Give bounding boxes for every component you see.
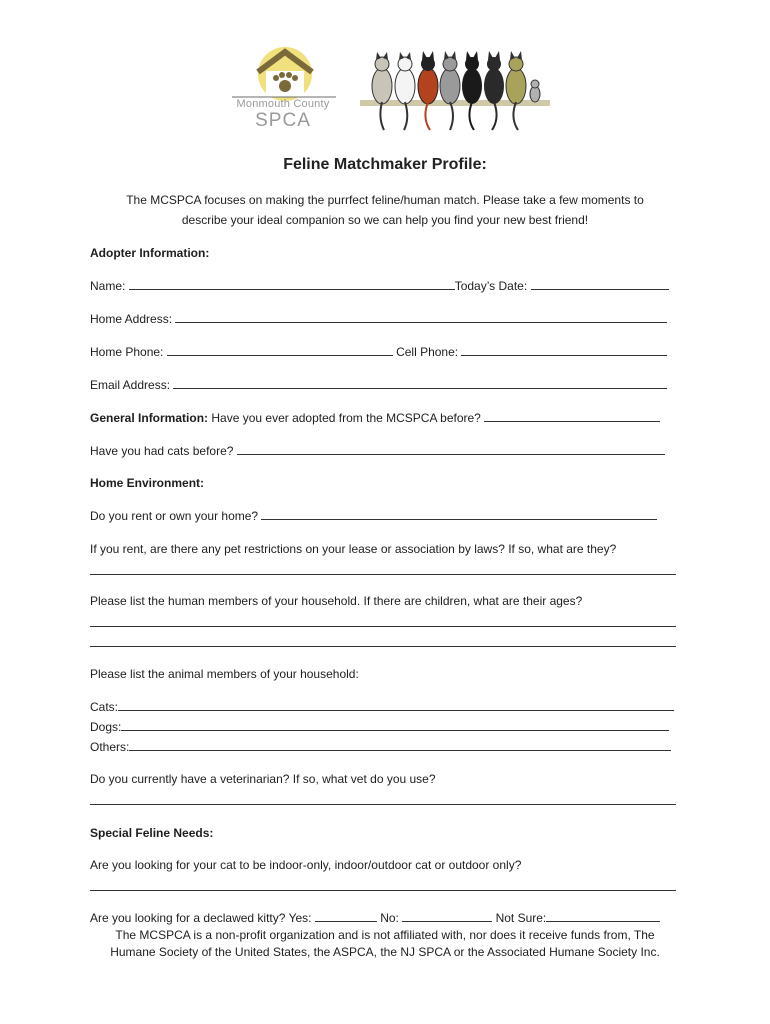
home-phone-label: Home Phone: bbox=[90, 345, 164, 359]
home-environment-heading: Home Environment: bbox=[90, 476, 205, 490]
dogs-row bbox=[90, 720, 669, 734]
pet-restrictions-question: If you rent, are there any pet restrictions on your lease or association by laws? If so, what are they? bbox=[90, 542, 617, 556]
general-heading: General Information: bbox=[90, 411, 209, 425]
home-phone-field[interactable] bbox=[167, 345, 393, 356]
declawed-not-sure-field[interactable] bbox=[546, 911, 660, 922]
declawed-row bbox=[90, 911, 660, 925]
veterinarian-field[interactable] bbox=[90, 804, 676, 805]
human-members-field-2[interactable] bbox=[90, 646, 676, 647]
phone-row bbox=[90, 345, 667, 359]
kitten-icon bbox=[530, 80, 540, 102]
cats-before-question: Have you had cats before? bbox=[90, 444, 234, 458]
todays-date-label: Today’s Date: bbox=[454, 279, 528, 293]
cats-row bbox=[90, 700, 674, 714]
todays-date-field[interactable] bbox=[531, 279, 669, 290]
cat-icon bbox=[372, 52, 392, 130]
home-address-label: Home Address: bbox=[90, 312, 173, 326]
cats-label: Cats: bbox=[90, 700, 119, 714]
others-field[interactable] bbox=[129, 740, 671, 751]
declawed-no-field[interactable] bbox=[402, 911, 492, 922]
rent-own-field[interactable] bbox=[261, 509, 657, 520]
home-address-row bbox=[90, 312, 667, 326]
logo-text-county: Monmouth County bbox=[236, 98, 330, 110]
intro-line-1: The MCSPCA focuses on making the purrfect feline/human match. Please take a few moments to bbox=[126, 193, 644, 207]
declawed-no-label: No: bbox=[380, 911, 399, 925]
email-row bbox=[90, 378, 667, 392]
animal-members-question: Please list the animal members of your household: bbox=[90, 667, 359, 681]
indoor-outdoor-question: Are you looking for your cat to be indoor-only, indoor/outdoor cat or outdoor only? bbox=[90, 858, 522, 872]
pet-restrictions-field[interactable] bbox=[90, 574, 676, 575]
cat-icon bbox=[395, 52, 415, 130]
cat-icon bbox=[484, 51, 504, 130]
email-label: Email Address: bbox=[90, 378, 171, 392]
cats-field[interactable] bbox=[118, 700, 674, 711]
intro-line-2: describe your ideal companion so we can help you find your new best friend! bbox=[181, 213, 589, 227]
cats-before-field[interactable] bbox=[237, 444, 665, 455]
cell-phone-field[interactable] bbox=[461, 345, 667, 356]
mcspca-logo bbox=[228, 46, 338, 136]
others-label: Others: bbox=[90, 740, 130, 754]
veterinarian-question: Do you currently have a veterinarian? If so, what vet do you use? bbox=[90, 772, 436, 786]
general-row bbox=[90, 411, 660, 425]
declawed-question: Are you looking for a declawed kitty? bbox=[90, 911, 286, 925]
form-title: Feline Matchmaker Profile: bbox=[283, 156, 487, 173]
cat-icon bbox=[506, 51, 526, 130]
declawed-yes-label: Yes: bbox=[288, 911, 312, 925]
declawed-not-sure-label: Not Sure: bbox=[495, 911, 547, 925]
cats-before-row bbox=[90, 444, 665, 458]
adopted-before-field[interactable] bbox=[484, 411, 660, 422]
logo-text-spca: SPCA bbox=[255, 110, 311, 131]
name-label: Name: bbox=[90, 279, 126, 293]
rent-own-row bbox=[90, 509, 657, 523]
name-row bbox=[90, 279, 669, 293]
rent-own-question: Do you rent or own your home? bbox=[90, 509, 259, 523]
disclaimer-line-1: The MCSPCA is a non-profit organization and is not affiliated with, nor does it receive funds from, The bbox=[115, 928, 655, 942]
human-members-field-1[interactable] bbox=[90, 626, 676, 627]
name-field[interactable] bbox=[129, 279, 455, 290]
disclaimer-line-2: Humane Society of the United States, the ASPCA, the NJ SPCA or the Associated Humane Society Inc. bbox=[110, 945, 660, 959]
home-address-field[interactable] bbox=[175, 312, 667, 323]
adopted-before-question: Have you ever adopted from the MCSPCA before? bbox=[211, 411, 481, 425]
human-members-question: Please list the human members of your household. If there are children, what are their ages? bbox=[90, 594, 583, 608]
cats-on-fence-illustration bbox=[360, 38, 550, 134]
cat-icon bbox=[462, 51, 482, 130]
special-needs-heading: Special Feline Needs: bbox=[90, 826, 214, 840]
adopter-heading: Adopter Information: bbox=[90, 246, 210, 260]
cat-icon bbox=[440, 51, 460, 130]
dogs-label: Dogs: bbox=[90, 720, 122, 734]
logo-house-icon bbox=[228, 46, 338, 102]
cell-phone-label: Cell Phone: bbox=[396, 345, 459, 359]
dogs-field[interactable] bbox=[121, 720, 669, 731]
declawed-yes-field[interactable] bbox=[315, 911, 377, 922]
email-field[interactable] bbox=[173, 378, 667, 389]
others-row bbox=[90, 740, 671, 754]
cat-icon bbox=[418, 51, 438, 130]
indoor-outdoor-field[interactable] bbox=[90, 890, 676, 891]
